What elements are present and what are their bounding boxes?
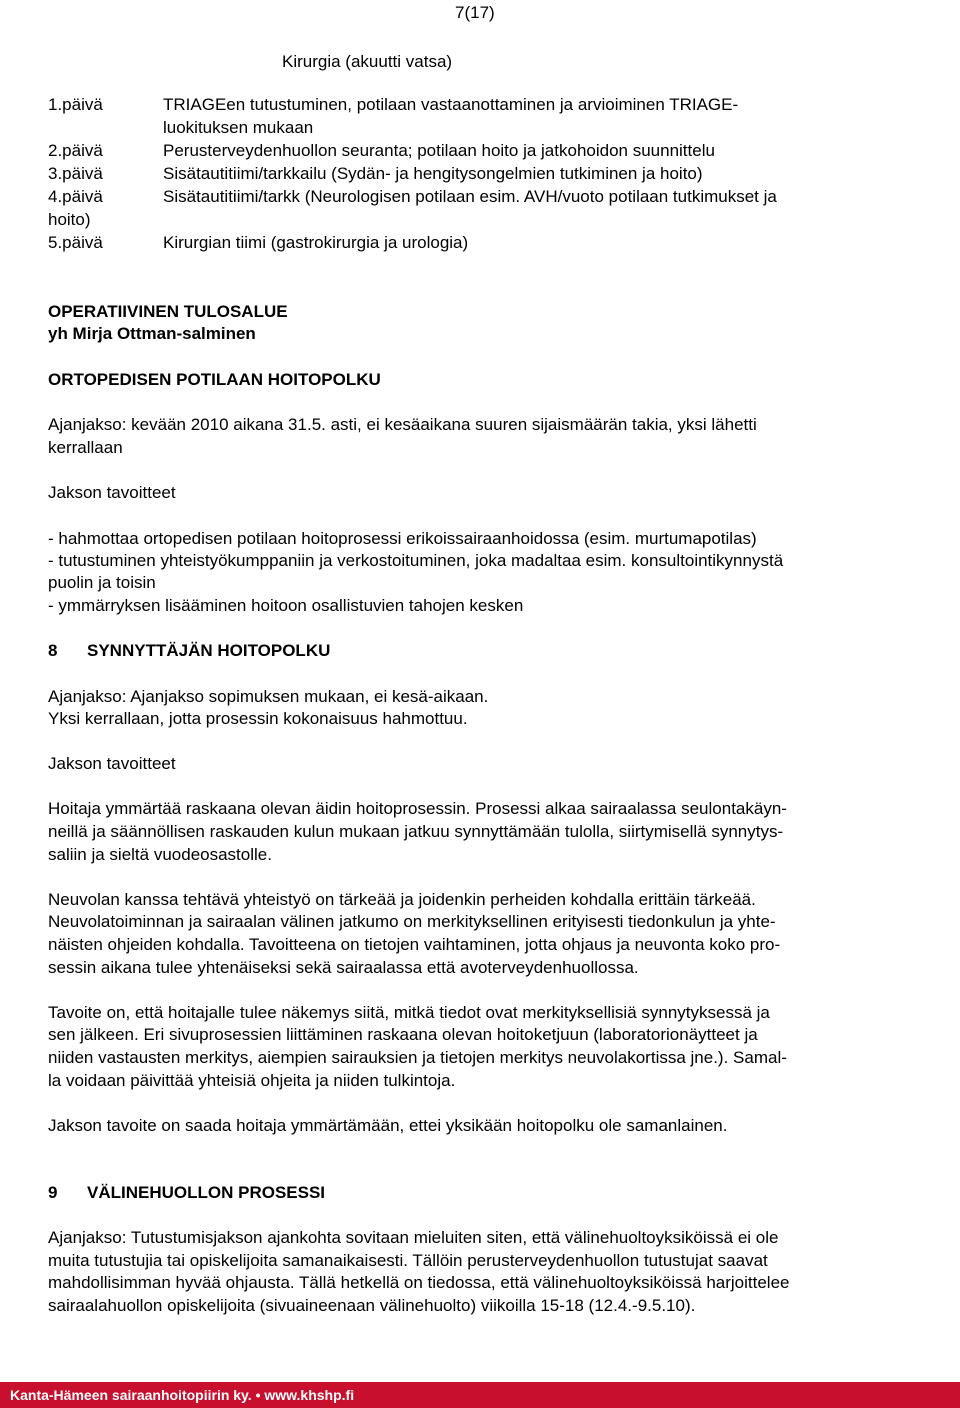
paragraph-line: Hoitaja ymmärtää raskaana olevan äidin hoitoprosessin. Prosessi alkaa sairaalassa seulontakäyn- — [48, 799, 787, 818]
paragraph-line: sairaalahuollon opiskelijoita (sivuaineenaan välinehuolto) viikoilla 15-18 (12.4.-9.5.10). — [48, 1296, 696, 1315]
page-number: 7(17) — [455, 3, 495, 22]
period-text-cont: kerrallaan — [48, 438, 123, 457]
day-description: TRIAGEen tutustuminen, potilaan vastaanottaminen ja arvioiminen TRIAGE- — [163, 95, 739, 114]
goal-item: - tutustuminen yhteistyökumppaniin ja verkostoituminen, joka madaltaa esim. konsultointikynnystä — [48, 551, 784, 570]
note-text: Yksi kerrallaan, jotta prosessin kokonaisuus hahmottuu. — [48, 709, 468, 728]
period-text: Ajanjakso: Ajanjakso sopimuksen mukaan, ei kesä-aikaan. — [48, 687, 489, 706]
day-description: Sisätautitiimi/tarkk (Neurologisen potilaan esim. AVH/vuoto potilaan tutkimukset ja — [163, 187, 777, 206]
footer-text: Kanta-Hämeen sairaanhoitopiirin ky. • www.khshp.fi — [10, 1387, 355, 1403]
day-description: Sisätautitiimi/tarkkailu (Sydän- ja hengitysongelmien tutkiminen ja hoito) — [163, 164, 703, 183]
footer-bar — [0, 1382, 960, 1408]
day-label: 3.päivä — [48, 164, 103, 183]
paragraph-line: Tavoite on, että hoitajalle tulee näkemys siitä, mitkä tiedot ovat merkityksellisiä synnytyksessä ja — [48, 1003, 770, 1022]
day-description: Perusterveydenhuollon seuranta; potilaan hoito ja jatkohoidon suunnittelu — [163, 141, 715, 160]
paragraph-line: niiden vastausten merkitys, aiempien sairauksien ja tietojen merkitys neuvolakortissa jne.). Samal- — [48, 1048, 787, 1067]
section-heading: VÄLINEHUOLLON PROSESSI — [87, 1183, 326, 1202]
paragraph-line: näisten ohjeiden kohdalla. Tavoitteena on tietojen vaihtaminen, jotta ohjaus ja neuvonta koko pro- — [48, 935, 781, 954]
goal-item: - hahmottaa ortopedisen potilaan hoitoprosessi erikoissairaanhoidossa (esim. murtumapotilas) — [48, 529, 757, 548]
goal-item: - ymmärryksen lisääminen hoitoon osallistuvien tahojen kesken — [48, 596, 524, 615]
paragraph-line: muita tutustujia tai opiskelijoita samanaikaisesti. Tällöin perusterveydenhuollon tutustujat saavat — [48, 1251, 768, 1270]
paragraph-line: neillä ja säännöllisen raskauden kulun mukaan jatkuu synnyttämään tulolla, siirtymisellä synnytys- — [48, 822, 784, 841]
subsection-title: ORTOPEDISEN POTILAAN HOITOPOLKU — [48, 370, 381, 389]
goal-item-cont: puolin ja toisin — [48, 573, 156, 592]
section-number: 8 — [48, 641, 58, 660]
period-text: Ajanjakso: kevään 2010 aikana 31.5. asti, ei kesäaikana suuren sijaismäärän takia, yksi lähetti — [48, 415, 757, 434]
day-label: 2.päivä — [48, 141, 103, 160]
day-description: Kirurgian tiimi (gastrokirurgia ja urologia) — [163, 233, 469, 252]
section-number: 9 — [48, 1183, 58, 1202]
schedule-subtitle: Kirurgia (akuutti vatsa) — [282, 52, 453, 71]
paragraph-line: mahdollisimman hyvää ohjausta. Tällä hetkellä on tiedossa, että välinehuoltoyksiköissä harjoittelee — [48, 1273, 790, 1292]
day-description-cont: hoito) — [48, 210, 91, 229]
day-label: 4.päivä — [48, 187, 103, 206]
section-title: OPERATIIVINEN TULOSALUE — [48, 302, 288, 321]
goals-heading: Jakson tavoitteet — [48, 483, 176, 502]
paragraph-line: Neuvolatoiminnan ja sairaalan välinen jatkumo on merkityksellinen erityisesti tiedonkulun ja yhte- — [48, 912, 776, 931]
paragraph-line: la voidaan päivittää yhteisiä ohjeita ja niiden tulkintoja. — [48, 1071, 456, 1090]
paragraph-line: saliin ja sieltä vuodeosastolle. — [48, 845, 272, 864]
paragraph-line: sen jälkeen. Eri sivuprosessien liittäminen raskaana olevan hoitoketjuun (laboratorionäytteet ja — [48, 1025, 758, 1044]
paragraph-line: Neuvolan kanssa tehtävä yhteistyö on tärkeää ja joidenkin perheiden kohdalla erittäin tärkeää. — [48, 890, 756, 909]
day-label: 5.päivä — [48, 233, 103, 252]
paragraph-line: Ajanjakso: Tutustumisjakson ajankohta sovitaan mieluiten siten, että välinehuoltoyksiköissä ei ole — [48, 1228, 779, 1247]
day-label: 1.päivä — [48, 95, 103, 114]
day-description-cont: luokituksen mukaan — [163, 118, 314, 137]
section-heading: SYNNYTTÄJÄN HOITOPOLKU — [87, 641, 331, 660]
goals-heading: Jakson tavoitteet — [48, 754, 176, 773]
paragraph-line: sessin aikana tulee yhtenäiseksi sekä sairaalassa että avoterveydenhuollossa. — [48, 958, 639, 977]
section-contact: yh Mirja Ottman-salminen — [48, 324, 256, 343]
paragraph-line: Jakson tavoite on saada hoitaja ymmärtämään, ettei yksikään hoitopolku ole samanlainen. — [48, 1116, 728, 1135]
